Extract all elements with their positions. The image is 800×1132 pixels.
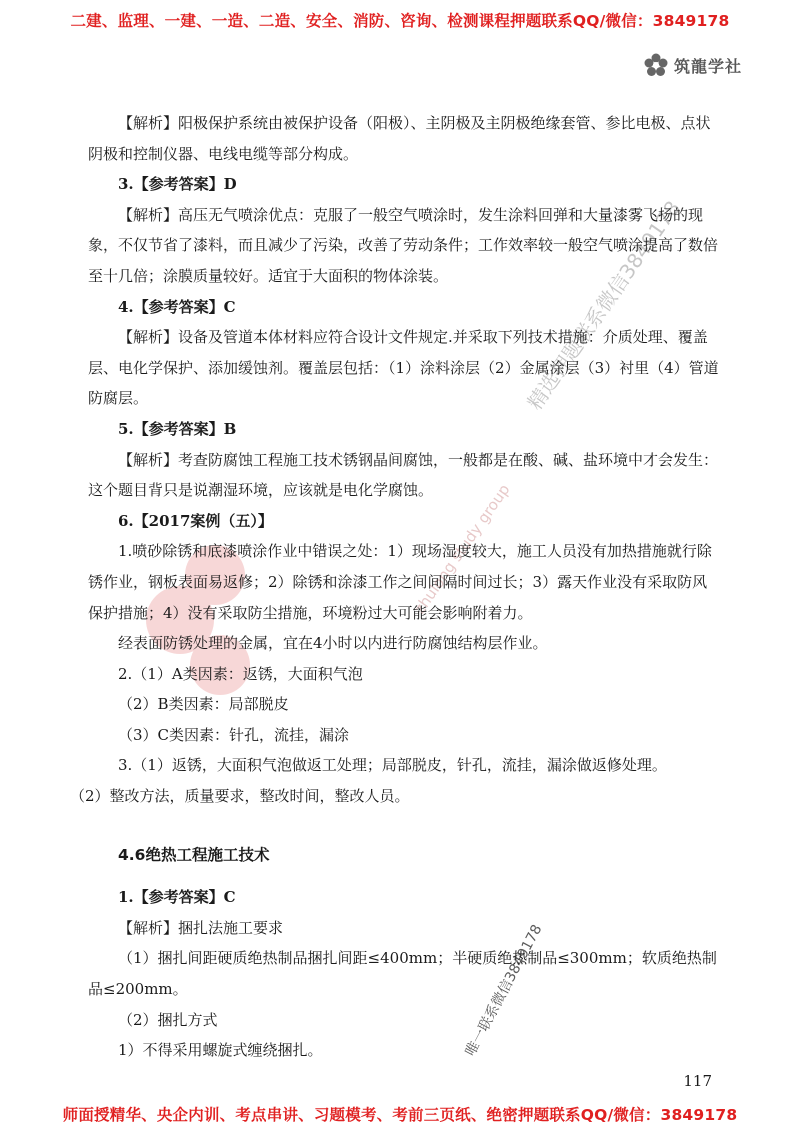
- document-body: [70, 108, 720, 1066]
- paragraph: （2）捆扎方式: [118, 1010, 218, 1029]
- flower-logo-icon: [643, 52, 669, 78]
- paragraph: 1.喷砂除锈和底漆喷涂作业中错误之处：1）现场湿度较大，施工人员没有加热措施就行除锈作业，钢板表面易返修；2）除锈和涂漆工作之间间隔时间过长；3）露天作业没有采取防风保护措施；4）没有采取防尘措施，环境粉过大可能会影响附着力。: [88, 542, 712, 622]
- answer-heading: 6.【2017案例（五）】: [118, 511, 273, 530]
- bottom-banner: 师面授精华、央企内训、考点串讲、习题模考、考前三页纸、绝密押题联系QQ/微信：3849178: [62, 1106, 738, 1124]
- paragraph: 1）不得采用螺旋式缠绕捆扎。: [118, 1041, 323, 1060]
- paragraph: 【解析】捆扎法施工要求: [118, 918, 284, 937]
- watermark-contact-2: 唯一联系微信3849178: [462, 922, 546, 1059]
- answer-heading: 4.【参考答案】C: [118, 297, 236, 316]
- logo: [643, 52, 742, 78]
- logo-name: 筑龍学社: [673, 56, 742, 76]
- paragraph: 经表面防锈处理的金属，宜在4小时以内进行防腐蚀结构层作业。: [118, 634, 548, 653]
- paragraph: （3）C类因素：针孔，流挂，漏涂: [118, 725, 350, 744]
- paragraph: 【解析】设备及管道本体材料应符合设计文件规定.并采取下列技术措施：介质处理、覆盖层、电化学保护、添加缓蚀剂。覆盖层包括：（1）涂料涂层（2）金属涂层（3）衬里（4）管道防腐层。: [88, 328, 719, 408]
- watermark-study-group: zhulong study group: [410, 480, 514, 618]
- paragraph: 3.（1）返锈，大面积气泡做返工处理；局部脱皮，针孔，流挂，漏涂做返修处理。: [118, 756, 667, 775]
- answer-heading: 5.【参考答案】B: [118, 419, 237, 438]
- watermark-contact-1: 精选押题联系微信3849178: [522, 196, 686, 415]
- section-title: 4.6绝热工程施工技术: [118, 845, 270, 864]
- paragraph: （1）捆扎间距硬质绝热制品捆扎间距≤400mm；半硬质绝热制品≤300mm；软质绝热制品≤200mm。: [88, 949, 717, 999]
- paragraph: 【解析】考查防腐蚀工程施工技术锈钢晶间腐蚀，一般都是在酸、碱、盐环境中才会发生：这个题目背只是说潮湿环境，应该就是电化学腐蚀。: [88, 450, 719, 500]
- answer-heading: 1.【参考答案】C: [118, 888, 236, 907]
- page-number: 117: [683, 1072, 712, 1090]
- top-banner: 二建、监理、一建、一造、二造、安全、消防、咨询、检测课程押题联系QQ/微信：3849178: [70, 12, 730, 30]
- paragraph: 【解析】高压无气喷涂优点：克服了一般空气喷涂时，发生涂料回弹和大量漆雾飞扬的现象，不仅节省了漆料，而且减少了污染，改善了劳动条件；工作效率较一般空气喷涂提高了数倍至十几倍；涂膜质量较好。适宜于大面积的物体涂装。: [88, 205, 719, 285]
- answer-heading: 3.【参考答案】D: [118, 175, 237, 194]
- paragraph: （2）整改方法，质量要求，整改时间，整改人员。: [70, 787, 410, 806]
- paragraph: 【解析】阳极保护系统由被保护设备（阳极）、主阴极及主阴极绝缘套管、参比电极、点状阴极和控制仪器、电线电缆等部分构成。: [88, 114, 711, 163]
- paragraph: 2.（1）A类因素：返锈，大面积气泡: [118, 664, 363, 683]
- paragraph: （2）B类因素：局部脱皮: [118, 695, 289, 714]
